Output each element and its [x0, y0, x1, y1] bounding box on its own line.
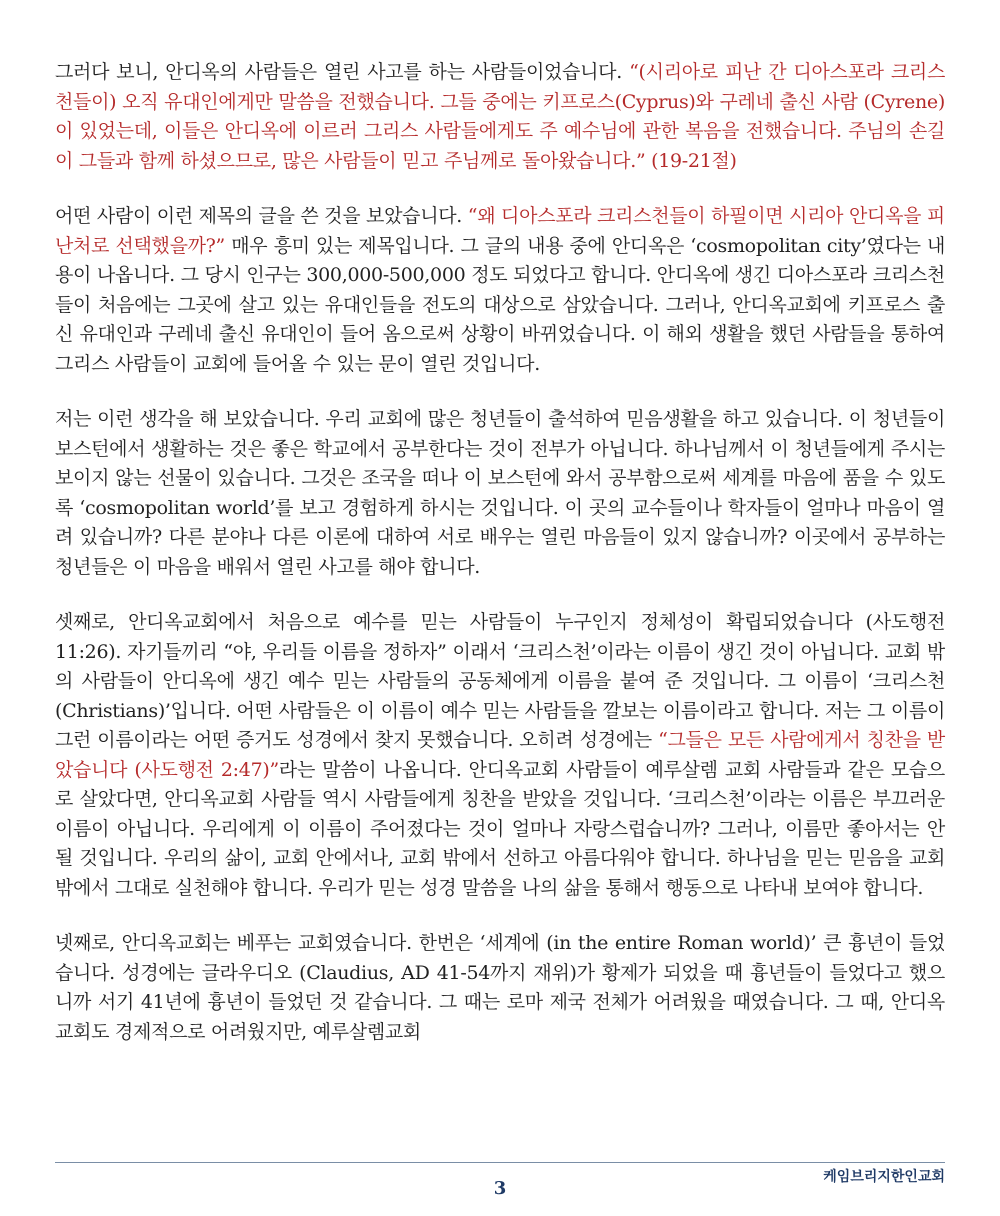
footer-divider — [55, 1162, 945, 1163]
paragraph-text: 그러다 보니, 안디옥의 사람들은 열린 사고를 하는 사람들이었습니다. — [55, 61, 630, 83]
paragraph-4 — [55, 608, 945, 903]
quoted-scripture: “그들은 모든 사람에게서 칭찬을 받았습니다 (사도행전 2:47)” — [55, 729, 945, 781]
paragraph-text: 라는 말씀이 나옵니다. 안디옥교회 사람들이 예루살렘 교회 사람들과 같은 모습으로 살았다면, 안디옥교회 사람들 역시 사람들에게 칭찬을 받았을 것입니다. ‘크리스천’이라는 이름은 부끄러운 이름이 아닙니다. 우리에게 이 이름이 주어졌다는 것이 얼마나 자랑스럽습니까? 그러나, 이름만 좋아서는 안 될 것입니다. 우리의 삶이, 교회 안에서나, 교회 밖에서 선하고 아름다워야 합니다. 하나님을 믿는 믿음을 교회 밖에서 그대로 실천해야 합니다. 우리가 믿는 성경 말씀을 나의 삶을 통해서 행동으로 나타내 보여야 합니다. — [55, 758, 945, 899]
paragraph-text: 넷째로, 안디옥교회는 베푸는 교회였습니다. 한번은 ‘세계에 (in the entire Roman world)’ 큰 흉년이 들었습니다. 성경에는 글라우디오 (Claudius, AD 41-54까지 재위)가 황제가 되었을 때 흉년들이 들었다고 했으니까 서기 41년에 흉년이 들었던 것 같습니다. 그 때는 로마 제국 전체가 어려웠을 때였습니다. 그 때, 안디옥교회도 경제적으로 어려웠지만, 예루살렘교회 — [55, 932, 945, 1043]
paragraph-2 — [55, 202, 945, 379]
document-body — [55, 58, 945, 1073]
paragraph-1 — [55, 58, 945, 176]
church-name: 케임브리지한인교회 — [823, 1169, 945, 1185]
paragraph-text: 저는 이런 생각을 해 보았습니다. 우리 교회에 많은 청년들이 출석하여 믿음생활을 하고 있습니다. 이 청년들이 보스턴에서 생활하는 것은 좋은 학교에서 공부한다는 것이 전부가 아닙니다. 하나님께서 이 청년들에게 주시는 보이지 않는 선물이 있습니다. 그것은 조국을 떠나 이 보스턴에 와서 공부함으로써 세계를 마음에 품을 수 있도록 ‘cosmopolitan world’를 보고 경험하게 하시는 것입니다. 이 곳의 교수들이나 학자들이 얼마나 마음이 열려 있습니까? 다른 분야나 다른 이론에 대하여 서로 배우는 열린 마음들이 있지 않습니까? 이곳에서 공부하는 청년들은 이 마음을 배워서 열린 사고를 해야 합니다. — [55, 408, 945, 578]
quoted-scripture: “(시리아로 피난 간 디아스포라 크리스천들이) 오직 유대인에게만 말씀을 전했습니다. 그들 중에는 키프로스(Cyprus)와 구레네 출신 사람 (Cyrene)이 있었는데, 이들은 안디옥에 이르러 그리스 사람들에게도 주 예수님에 관한 복음을 전했습니다. 주님의 손길이 그들과 함께 하셨으므로, 많은 사람들이 믿고 주님께로 돌아왔습니다.” (19-21절) — [55, 61, 945, 172]
paragraph-5 — [55, 929, 945, 1047]
paragraph-text: 매우 흥미 있는 제목입니다. 그 글의 내용 중에 안디옥은 ‘cosmopolitan city’였다는 내용이 나옵니다. 그 당시 인구는 300,000-500,000 정도 되었다고 합니다. 안디옥에 생긴 디아스포라 크리스천들이 처음에는 그곳에 살고 있는 유대인들을 전도의 대상으로 삼았습니다. 그러나, 안디옥교회에 키프로스 출신 유대인과 구레네 출신 유대인이 들어 옴으로써 상황이 바뀌었습니다. 이 해외 생활을 했던 사람들을 통하여 그리스 사람들이 교회에 들어올 수 있는 문이 열린 것입니다. — [55, 234, 945, 375]
quoted-title: “왜 디아스포라 크리스천들이 하필이면 시리아 안디옥을 피난처로 선택했을까?” — [55, 205, 945, 257]
page-number: 3 — [493, 1178, 507, 1199]
paragraph-text: 어떤 사람이 이런 제목의 글을 쓴 것을 보았습니다. — [55, 205, 468, 227]
paragraph-text: 셋째로, 안디옥교회에서 처음으로 예수를 믿는 사람들이 누구인지 정체성이 확립되었습니다 (사도행전 11:26). 자기들끼리 “야, 우리들 이름을 정하자” 이래서 ‘크리스천’이라는 이름이 생긴 것이 아닙니다. 교회 밖의 사람들이 안디옥에 생긴 예수 믿는 사람들의 공동체에게 이름을 붙여 준 것입니다. 그 이름이 ‘크리스천 (Christians)’입니다. 어떤 사람들은 이 이름이 예수 믿는 사람들을 깔보는 이름이라고 합니다. 저는 그 이름이 그런 이름이라는 어떤 증거도 성경에서 찾지 못했습니다. 오히려 성경에는 — [55, 611, 945, 751]
paragraph-3 — [55, 405, 945, 582]
